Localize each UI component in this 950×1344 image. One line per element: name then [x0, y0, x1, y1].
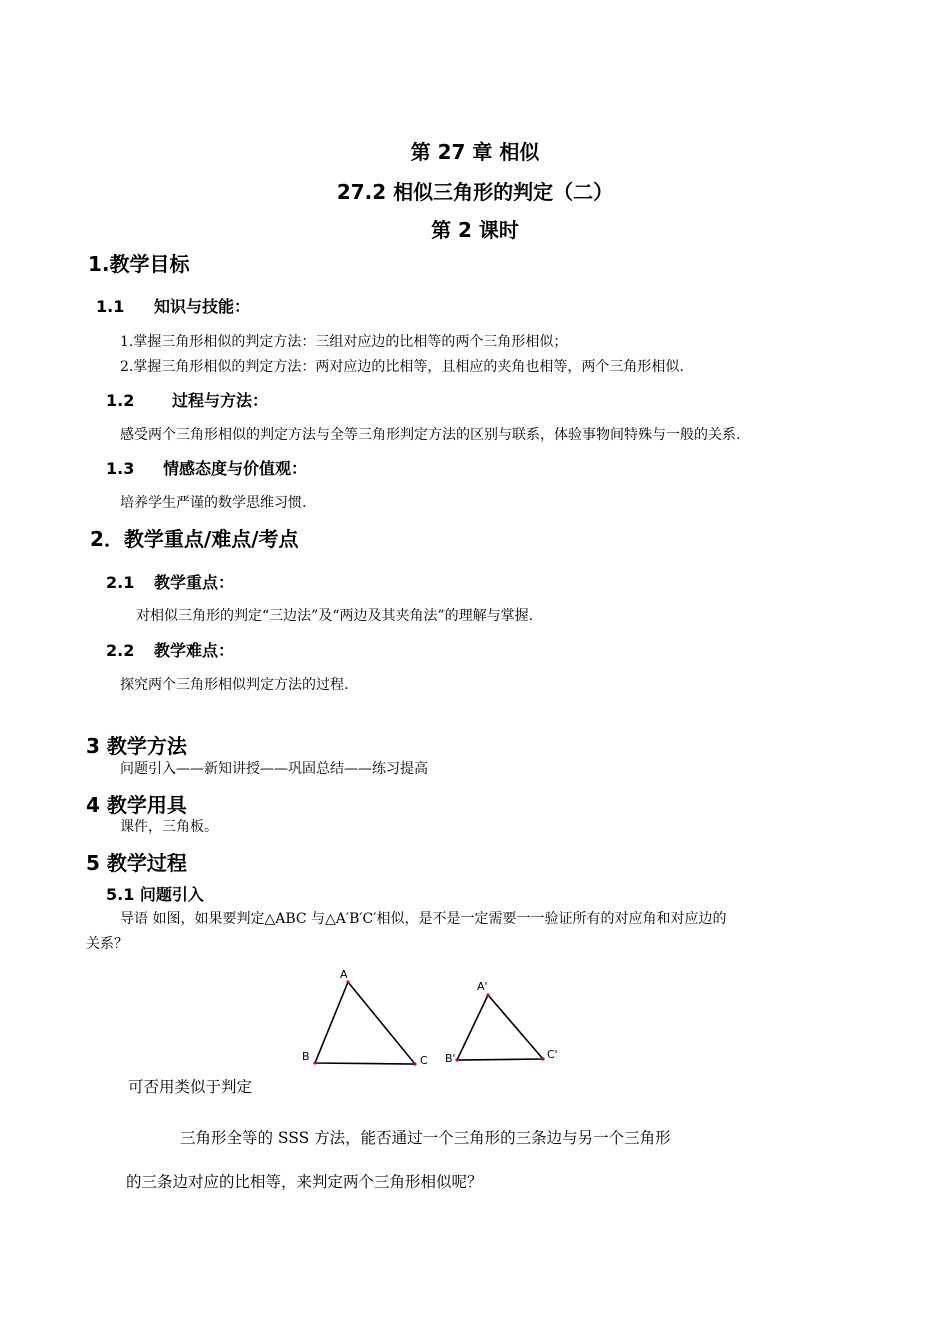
label-c-prime: C': [547, 1048, 558, 1061]
subsection-title: 过程与方法：: [172, 391, 269, 410]
paragraph: 探究两个三角形相似判定方法的过程.: [120, 677, 349, 693]
label-a-prime: A': [477, 980, 488, 993]
section-4-heading: 4 教学用具: [86, 793, 187, 817]
subsection-2-1: [106, 570, 234, 593]
subsection-number: 2.1: [106, 573, 135, 592]
subsection-title: 教学重点：: [154, 573, 235, 592]
vertex-c-dot: [413, 1062, 416, 1065]
paragraph: 的三条边对应的比相等，来判定两个三角形相似呢？: [126, 1173, 483, 1191]
section-2-heading: 2．教学重点/难点/考点: [90, 527, 299, 551]
section-title: 27.2 相似三角形的判定（二）: [336, 180, 614, 204]
paragraph: 可否用类似于判定: [128, 1078, 253, 1096]
subsection-title: 知识与技能：: [154, 297, 251, 316]
vertex-c1-dot: [541, 1057, 544, 1060]
subsection-title: 情感态度与价值观：: [163, 459, 308, 478]
subsection-number: 2.2: [106, 641, 135, 660]
subsection-2-2: [106, 638, 234, 661]
paragraph: 问题引入——新知讲授——巩固总结——练习提高: [120, 761, 428, 777]
list-item: 1.掌握三角形相似的判定方法：三组对应边的比相等的两个三角形相似；: [120, 334, 568, 350]
subsection-1-2: [106, 388, 268, 411]
lesson-title: 第 2 课时: [431, 218, 519, 242]
paragraph: 导语 如图，如果要判定△ABC 与△A′B′C′相似，是不是一定需要一一验证所有的对应角和对应边的: [120, 911, 727, 927]
triangles-figure: [290, 960, 580, 1075]
list-item: 2.掌握三角形相似的判定方法：两对应边的比相等，且相应的夹角也相等，两个三角形相似.: [120, 359, 684, 375]
label-b-prime: B': [445, 1052, 456, 1065]
section-1-heading: 1.教学目标: [88, 252, 190, 276]
subsection-number: 1.2: [106, 391, 135, 410]
triangle-abc: [315, 982, 415, 1064]
subsection-number: 1.3: [106, 459, 135, 478]
paragraph: 关系？: [86, 936, 128, 952]
paragraph: 培养学生严谨的数学思维习惯.: [120, 495, 307, 511]
vertex-a1-dot: [486, 993, 489, 996]
subsection-5-1: 5.1 问题引入: [106, 885, 204, 904]
subsection-title: 教学难点：: [154, 641, 235, 660]
label-b: B: [302, 1050, 310, 1063]
paragraph: 三角形全等的 SSS 方法，能否通过一个三角形的三条边与另一个三角形: [180, 1129, 671, 1147]
paragraph: 对相似三角形的判定“三边法”及“两边及其夹角法”的理解与掌握.: [136, 608, 534, 624]
label-a: A: [340, 968, 348, 981]
section-3-heading: 3 教学方法: [86, 734, 187, 758]
paragraph: 课件，三角板。: [120, 819, 218, 835]
subsection-1-3: [106, 456, 307, 479]
vertex-b1-dot: [455, 1058, 458, 1061]
chapter-title: 第 27 章 相似: [410, 140, 540, 164]
paragraph: 感受两个三角形相似的判定方法与全等三角形判定方法的区别与联系，体验事物间特殊与一般的关系.: [120, 427, 741, 443]
subsection-1-1: [96, 294, 250, 317]
section-5-heading: 5 教学过程: [86, 851, 187, 875]
triangle-a1b1c1: [457, 995, 543, 1060]
label-c: C: [420, 1054, 428, 1067]
subsection-number: 1.1: [96, 297, 125, 316]
vertex-b-dot: [313, 1061, 316, 1064]
